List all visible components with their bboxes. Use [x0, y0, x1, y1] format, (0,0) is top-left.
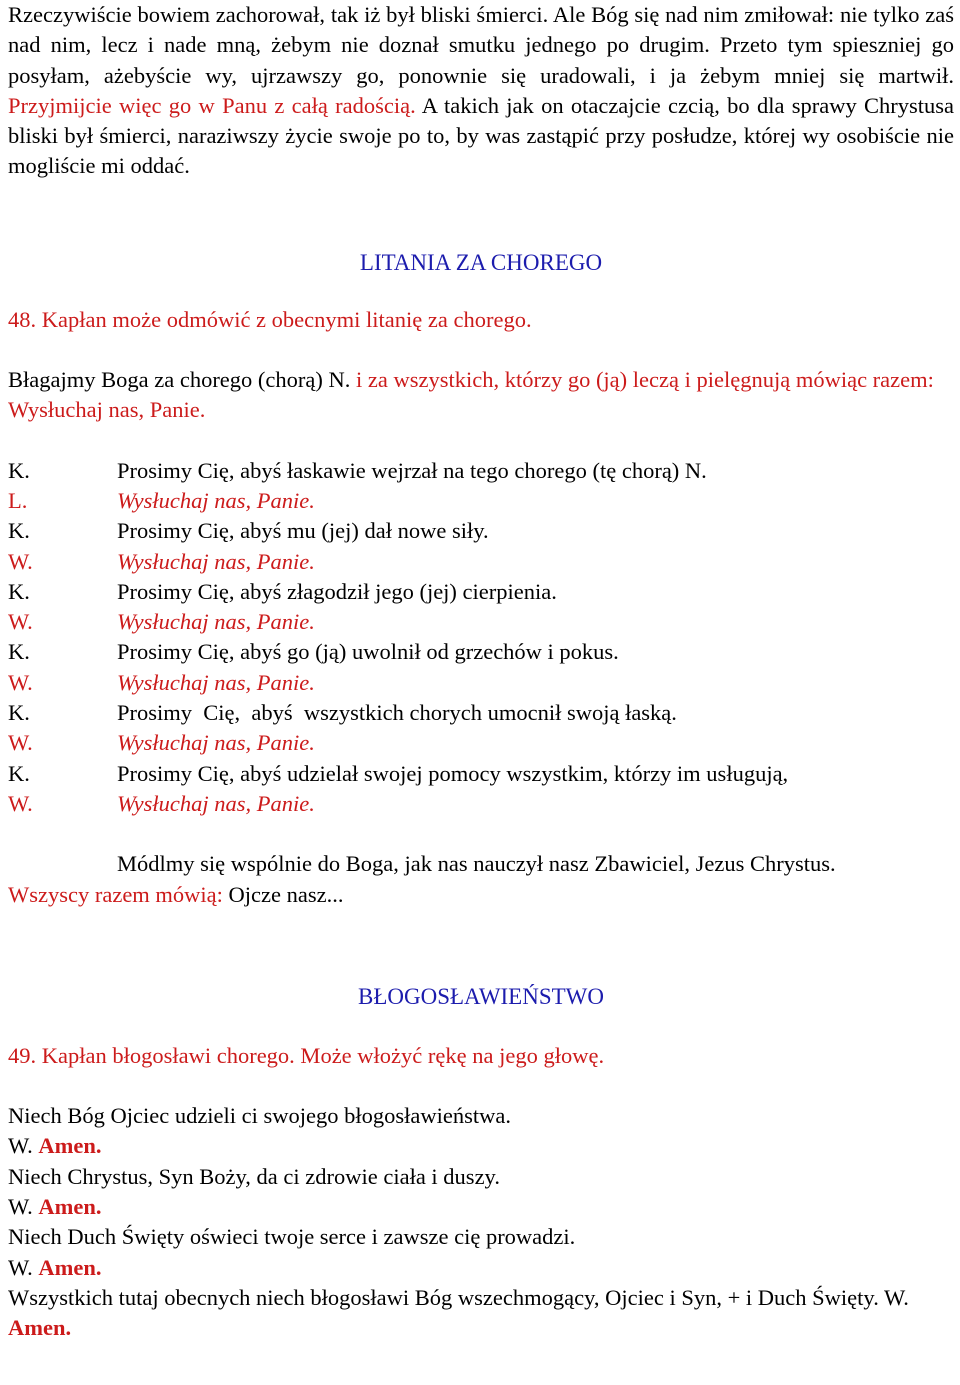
petition-text: Prosimy Cię, abyś go (ją) uwolnił od grzechów i pokus.: [117, 639, 619, 665]
response-mark: L.: [8, 487, 28, 513]
intro-text-3: A takich jak on otaczajcie czcią, bo dla sprawy Chrystusa bliski był śmierci, naraziwszy życie swoje po to, by was zastąpić przy posłudze, której wy osobiście nie mogliście mi oddać.: [8, 92, 954, 179]
blessing-line: Niech Bóg Ojciec udzieli ci swojego błogosławieństwa.: [8, 1103, 511, 1129]
amen-text: Amen.: [38, 1254, 102, 1280]
celebrant-mark: K.: [8, 518, 30, 544]
closing-prayer: Módlmy się wspólnie do Boga, jak nas nauczył nasz Zbawiciel, Jezus Chrystus.: [117, 851, 836, 877]
all-say-label: Wszyscy razem mówią:: [8, 881, 223, 907]
final-blessing: [8, 1283, 954, 1344]
blessing-heading: BŁOGOSŁAWIEŃSTWO: [357, 983, 604, 1009]
celebrant-mark: K.: [8, 578, 30, 604]
response-mark: W.: [8, 609, 33, 635]
amen-text: Amen.: [38, 1133, 102, 1159]
blessing-line: Niech Duch Święty oświeci twoje serce i zawsze cię prowadzi.: [8, 1224, 576, 1250]
litany-rubric: 48. Kapłan może odmówić z obecnymi litanię za chorego.: [8, 306, 532, 332]
celebrant-mark: K.: [8, 700, 30, 726]
response-text: Wysłuchaj nas, Panie.: [117, 669, 315, 695]
celebrant-mark: K.: [8, 760, 30, 786]
all-say-line: [8, 880, 954, 910]
petition-text: Prosimy Cię, abyś złagodził jego (jej) cierpienia.: [117, 578, 557, 604]
response-mark: W.: [8, 730, 33, 756]
litany-intro-a: Błagajmy Boga za chorego (chorą) N.: [8, 367, 351, 393]
litany-heading: LITANIA ZA CHOREGO: [359, 249, 603, 275]
intro-text-1: Rzeczywiście bowiem zachorował, tak iż był bliski śmierci. Ale Bóg się nad nim zmiłował: nie tylko zaś nad nim, lecz i nade mną, żebym nie doznał smutku jednego po drugim. Przeto tym spieszniej go posyłam, ażebyście wy, ujrzawszy go, ponownie się uradowali, i ja żebym mniej się martwił.: [8, 2, 954, 88]
amen-line: [8, 1253, 954, 1283]
litany-row: [8, 698, 954, 728]
response-mark: W.: [8, 1133, 33, 1159]
blessing-rubric: 49. Kapłan błogosławi chorego. Może włożyć rękę na jego głowę.: [8, 1042, 605, 1068]
litany-row: [8, 607, 954, 637]
final-response-mark: W.: [878, 1284, 909, 1310]
response-text: Wysłuchaj nas, Panie.: [117, 548, 315, 574]
litany-row: [8, 759, 954, 789]
response-mark: W.: [8, 669, 33, 695]
response-mark: W.: [8, 1194, 33, 1220]
litany-intro-b: i za wszystkich, którzy go (ją) leczą i pielęgnują mówiąc razem: Wysłuchaj nas, Panie.: [8, 367, 934, 423]
celebrant-mark: K.: [8, 639, 30, 665]
litany-row: [8, 668, 954, 698]
petition-text: Prosimy Cię, abyś łaskawie wejrzał na tego chorego (tę chorą) N.: [117, 457, 707, 483]
final-amen: Amen.: [8, 1315, 72, 1341]
litany-intro: [8, 365, 954, 426]
petition-text: Prosimy Cię, abyś udzielał swojej pomocy wszystkim, którzy im usługują,: [117, 760, 789, 786]
litany-row: [8, 728, 954, 758]
response-mark: W.: [8, 1254, 33, 1280]
petition-text: Prosimy Cię, abyś mu (jej) dał nowe siły.: [117, 518, 489, 544]
amen-text: Amen.: [38, 1194, 102, 1220]
blessing-line: Niech Chrystus, Syn Boży, da ci zdrowie ciała i duszy.: [8, 1163, 500, 1189]
litany-row: [8, 577, 954, 607]
celebrant-mark: K.: [8, 457, 30, 483]
litany-row: [8, 637, 954, 667]
response-text: Wysłuchaj nas, Panie.: [117, 487, 315, 513]
intro-paragraph: [8, 0, 954, 182]
intro-text-2: Przyjmijcie więc go w Panu z całą radością.: [8, 92, 416, 118]
litany-row: [8, 456, 954, 486]
response-text: Wysłuchaj nas, Panie.: [117, 609, 315, 635]
response-mark: W.: [8, 548, 33, 574]
document-page: [8, 0, 954, 1344]
response-mark: W.: [8, 790, 33, 816]
amen-line: [8, 1192, 954, 1222]
final-blessing-text: Wszystkich tutaj obecnych niech błogosławi Bóg wszechmogący, Ojciec i Syn, + i Duch Święty.: [8, 1284, 879, 1310]
litany-row: [8, 547, 954, 577]
response-text: Wysłuchaj nas, Panie.: [117, 730, 315, 756]
blessing-list: [8, 1101, 954, 1343]
litany-row: [8, 486, 954, 516]
petition-text: Prosimy Cię, abyś wszystkich chorych umocnił swoją łaską.: [117, 700, 677, 726]
response-text: Wysłuchaj nas, Panie.: [117, 790, 315, 816]
litany-list: [8, 456, 954, 820]
litany-row: [8, 516, 954, 546]
all-say-text: Ojcze nasz...: [222, 881, 344, 907]
amen-line: [8, 1131, 954, 1161]
litany-row: [8, 789, 954, 819]
